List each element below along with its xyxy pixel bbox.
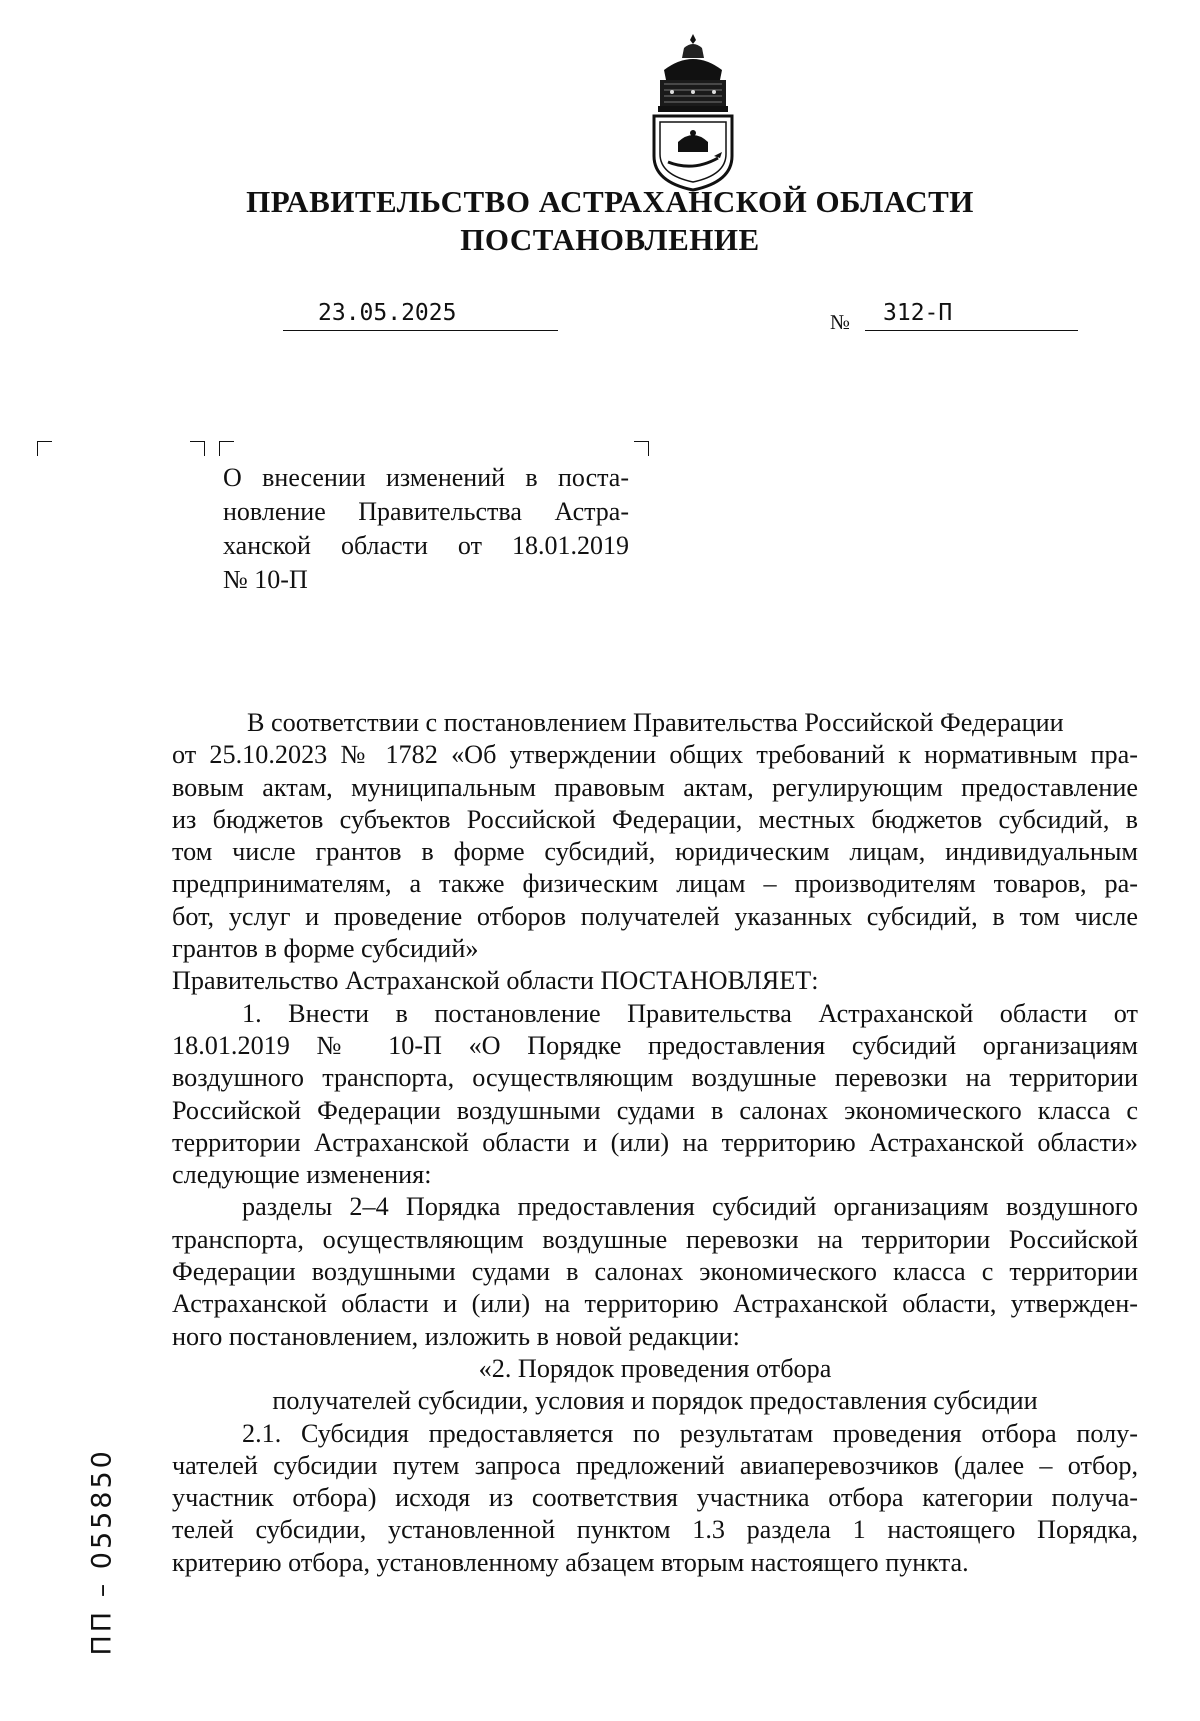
body-line: ного постановлением, изложить в новой редакции: [172, 1321, 740, 1351]
body-line: от 25.10.2023 № 1782 «Об утверждении общих требований к нормативным пра- [172, 740, 1138, 770]
subject-line: новление Правительства Астра- [223, 497, 629, 526]
section-heading-line: «2. Порядок проведения отбора [478, 1353, 832, 1383]
body-line: В соответствии с постановлением Правительства Российской Федерации [247, 708, 1064, 737]
body-line: Федерации воздушными судами в салонах экономического класса с территории [172, 1257, 1138, 1287]
body-line: грантов в форме субсидий» [172, 934, 479, 964]
document-subject [223, 461, 629, 597]
body-line: Российской Федерации воздушными судами в салонах экономического класса с [172, 1095, 1138, 1125]
body-line: телей субсидии, установленной пунктом 1.3 раздела 1 настоящего Порядка, [172, 1515, 1138, 1545]
body-line: критерию отбора, установленному абзацем вторым настоящего пункта. [172, 1547, 969, 1577]
corner-mark-subject-close [634, 441, 649, 456]
date-underline [283, 330, 558, 331]
body-line: из бюджетов субъектов Российской Федерации, местных бюджетов субсидий, в [172, 804, 1138, 834]
serial-number-text: ПП – 055850 [86, 1448, 118, 1656]
body-line: следующие изменения: [172, 1160, 432, 1190]
document-date: 23.05.2025 [318, 300, 457, 326]
subject-line: О внесении изменений в поста- [223, 463, 629, 492]
body-line: Правительство Астраханской области ПОСТАНОВЛЯЕТ: [172, 966, 819, 996]
document-body [172, 707, 1138, 1579]
body-line: бот, услуг и проведение отборов получателей указанных субсидий, в том числе [172, 901, 1138, 931]
body-line: чателей субсидии путем запроса предложений авиаперевозчиков (далее – отбор, [172, 1450, 1138, 1480]
body-line: транспорта, осуществляющим воздушные перевозки на территории Российской [172, 1224, 1138, 1254]
body-line: том числе грантов в форме субсидий, юридическим лицам, индивидуальным [172, 837, 1138, 867]
subject-line: № 10-П [223, 565, 308, 594]
body-line: территории Астраханской области и (или) на территорию Астраханской области» [172, 1127, 1138, 1157]
body-line: воздушного транспорта, осуществляющим воздушные перевозки на территории [172, 1063, 1138, 1093]
body-line: 2.1. Субсидия предоставляется по результатам проведения отбора полу- [242, 1418, 1138, 1448]
corner-mark-subject-open [219, 441, 234, 456]
subject-line: ханской области от 18.01.2019 [223, 531, 629, 560]
number-underline [865, 330, 1078, 331]
document-number: 312-П [883, 300, 953, 326]
corner-mark-left-close [190, 441, 205, 456]
organization-title: ПРАВИТЕЛЬСТВО АСТРАХАНСКОЙ ОБЛАСТИ [246, 184, 974, 219]
corner-mark-left [37, 441, 52, 456]
document-type-title: ПОСТАНОВЛЕНИЕ [460, 222, 760, 257]
body-line: разделы 2–4 Порядка предоставления субсидий организациям воздушного [242, 1192, 1138, 1222]
body-line: вовым актам, муниципальным правовым актам, регулирующим предоставление [172, 772, 1138, 802]
body-line: 18.01.2019 № 10-П «О Порядке предоставления субсидий организациям [172, 1030, 1138, 1060]
body-line: Астраханской области и (или) на территорию Астраханской области, утвержден- [172, 1289, 1138, 1319]
number-sign: № [830, 310, 851, 334]
coat-of-arms-emblem [634, 30, 752, 192]
body-line: предпринимателям, а также физическим лицам – производителям товаров, ра- [172, 869, 1138, 899]
body-line: 1. Внести в постановление Правительства Астраханской области от [242, 998, 1138, 1028]
section-heading-line: получателей субсидии, условия и порядок предоставления субсидии [272, 1386, 1038, 1416]
body-line: участник отбора) исходя из соответствия участника отбора категории получа- [172, 1483, 1138, 1513]
